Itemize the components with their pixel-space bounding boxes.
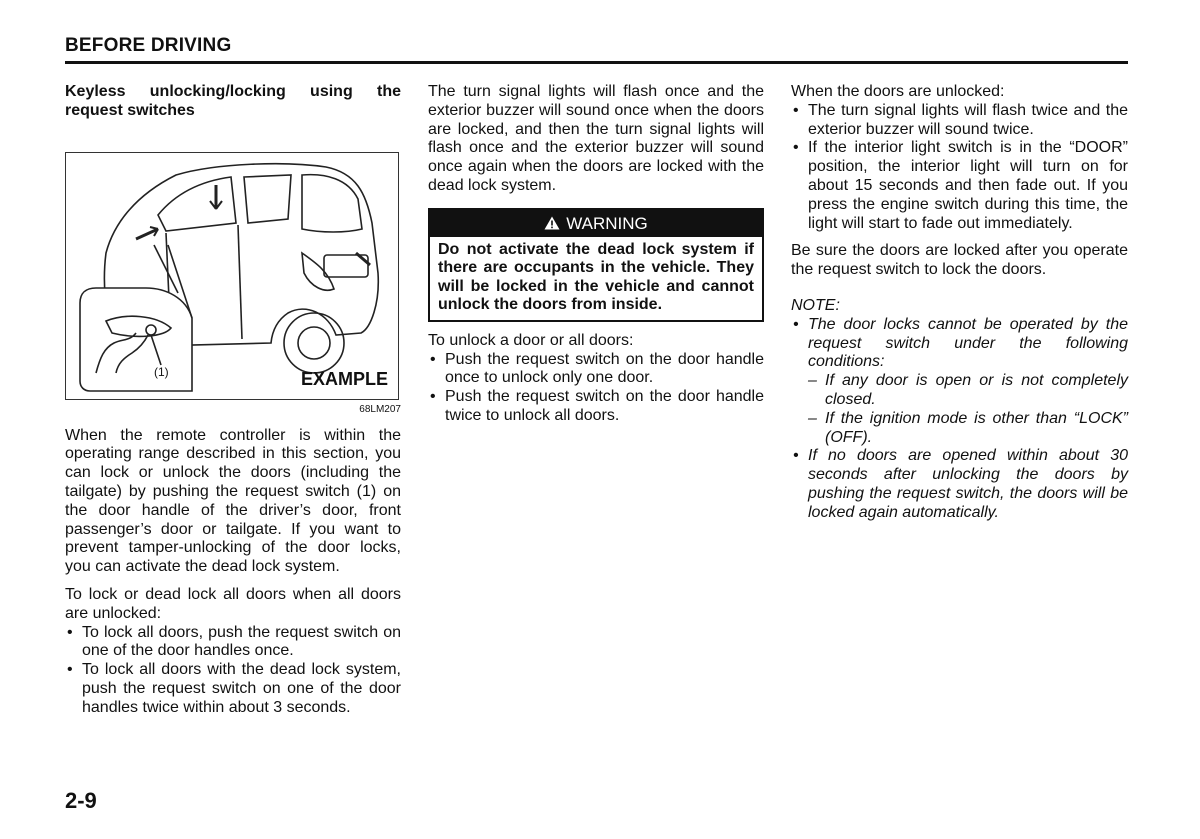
- switch-callout: (1): [154, 364, 169, 379]
- note-bullet-list: [791, 316, 1128, 523]
- header-rule: [65, 61, 1128, 64]
- section-title: [65, 83, 401, 121]
- section-title-line1: Keyless unlocking/locking using the: [65, 83, 401, 100]
- col2-bullet-1: • Push the request switch on the door handle once to unlock only one door.: [428, 351, 764, 389]
- inset-box: [80, 288, 192, 391]
- column-2: [428, 83, 764, 426]
- col1-para2: To lock or dead lock all doors when all doors are unlocked:: [65, 585, 401, 622]
- section-title-line2: request switches: [65, 101, 195, 119]
- warning-box: [428, 208, 764, 322]
- column-1: [65, 83, 401, 718]
- page-number: 2-9: [65, 788, 97, 813]
- col2-para2: To unlock a door or all doors:: [428, 331, 634, 349]
- leader-line: [154, 245, 178, 293]
- warning-triangle-icon: [544, 216, 560, 230]
- warning-header: [430, 210, 762, 237]
- car-illustration: [65, 152, 399, 400]
- col3-bullet-1: • The turn signal lights will flash twice and the exterior buzzer will sound twice.: [791, 102, 1128, 140]
- col1-bullet-2: • To lock all doors with the dead lock system, push the request switch on one of the door handles twice within about 3 seconds.: [65, 661, 401, 717]
- col2-bullet-2: • Push the request switch on the door handle twice to unlock all doors.: [428, 388, 764, 426]
- note-dash-list: [808, 372, 1128, 447]
- car-rear-wheel: [284, 313, 344, 373]
- col3-para1: When the doors are unlocked:: [791, 83, 1005, 100]
- header-title: BEFORE DRIVING: [65, 35, 232, 56]
- car-side-window: [158, 177, 236, 231]
- column-3: [791, 83, 1128, 523]
- car-door-line: [238, 225, 242, 339]
- note-bullet-1-text: The door locks cannot be operated by the request switch under the following conditions:: [808, 315, 1128, 371]
- car-rear-side-window: [244, 175, 291, 223]
- note-dash-1: – If any door is open or is not completely closed.: [808, 372, 1128, 410]
- warning-title: WARNING: [566, 213, 648, 233]
- note-block: [791, 297, 1128, 523]
- col1-bullet-list: [65, 624, 401, 718]
- col3-bullet-list: [791, 102, 1128, 234]
- car-drawing: [66, 153, 398, 399]
- note-dash-2: – If the ignition mode is other than “LOCK” (OFF).: [808, 410, 1128, 448]
- col3-para2: Be sure the doors are locked after you operate the request switch to lock the doors.: [791, 242, 1128, 279]
- note-bullet-2: • If no doors are opened within about 30 seconds after unlocking the doors by pushing the request switch, the doors will be locked again automatically.: [791, 447, 1128, 522]
- warning-text: Do not activate the dead lock system if there are occupants in the vehicle. They will be locked in the vehicle and cannot unlock the doors from inside.: [438, 240, 754, 314]
- col1-para1: When the remote controller is within the operating range described in this section, you can lock or unlock the doors (including the tailgate) by pushing the request switch (1) on the door handle of the driver’s door, front passenger’s door or tailgate. If you want to prevent tamper-unlocking of the door locks, you can activate the dead lock system.: [65, 426, 401, 576]
- col1-bullet-1: • To lock all doors, push the request switch on one of the door handles once.: [65, 624, 401, 662]
- col2-bullet-list: [428, 351, 764, 426]
- note-label: NOTE:: [791, 296, 840, 314]
- car-rear-hub: [298, 327, 330, 359]
- figure-code: 68LM207: [359, 403, 401, 415]
- car-rear-window: [302, 174, 362, 231]
- note-bullet-1: [791, 316, 1128, 448]
- car-tail-light: [302, 253, 334, 290]
- col3-bullet-2: • If the interior light switch is in the “DOOR” position, the interior light will turn on for about 15 seconds and then fade out. If you press the engine switch during this time, the light will start to fade out immediately.: [791, 139, 1128, 233]
- example-label: EXAMPLE: [300, 368, 388, 389]
- col2-para1: The turn signal lights will flash once and the exterior buzzer will sound once when the doors are locked, and then the turn signal lights will flash once and the exterior buzzer will sound once again when the doors are locked with the dead lock system.: [428, 83, 764, 194]
